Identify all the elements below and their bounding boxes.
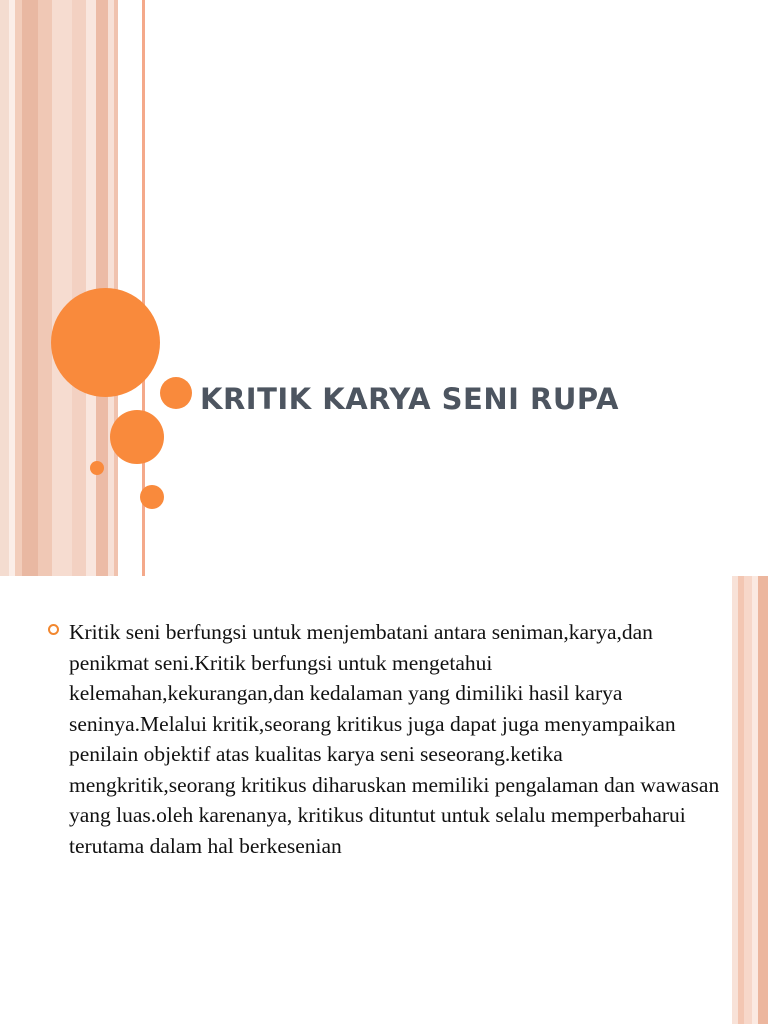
small-orange-circle <box>160 377 192 409</box>
small-orange-circle <box>140 485 164 509</box>
tiny-orange-circle <box>90 461 104 475</box>
bullet-text: Kritik seni berfungsi untuk menjembatani antara seniman,karya,dan penikmat seni.Kritik berfungsi untuk mengetahui kelemahan,kekurangan,dan kedalaman yang dimiliki hasil karya seninya.Melalui kritik,seorang kritikus juga dapat juga menyampaikan penilain objektif atas kualitas karya seni seseorang.ketika mengkritik,seorang kritikus diharuskan memiliki pengalaman dan wawasan yang luas.oleh karenanya, kritikus dituntut untuk selalu memperbaharui terutama dalam hal berkesenian <box>69 620 720 858</box>
large-orange-circle <box>51 288 160 397</box>
slide-title: KRITIK KARYA SENI RUPA <box>200 382 619 416</box>
content-slide <box>0 576 768 1024</box>
circle-bullet-icon <box>48 624 59 635</box>
medium-orange-circle <box>110 410 164 464</box>
decorative-stripes <box>0 0 150 576</box>
decorative-stripes <box>732 576 768 1024</box>
